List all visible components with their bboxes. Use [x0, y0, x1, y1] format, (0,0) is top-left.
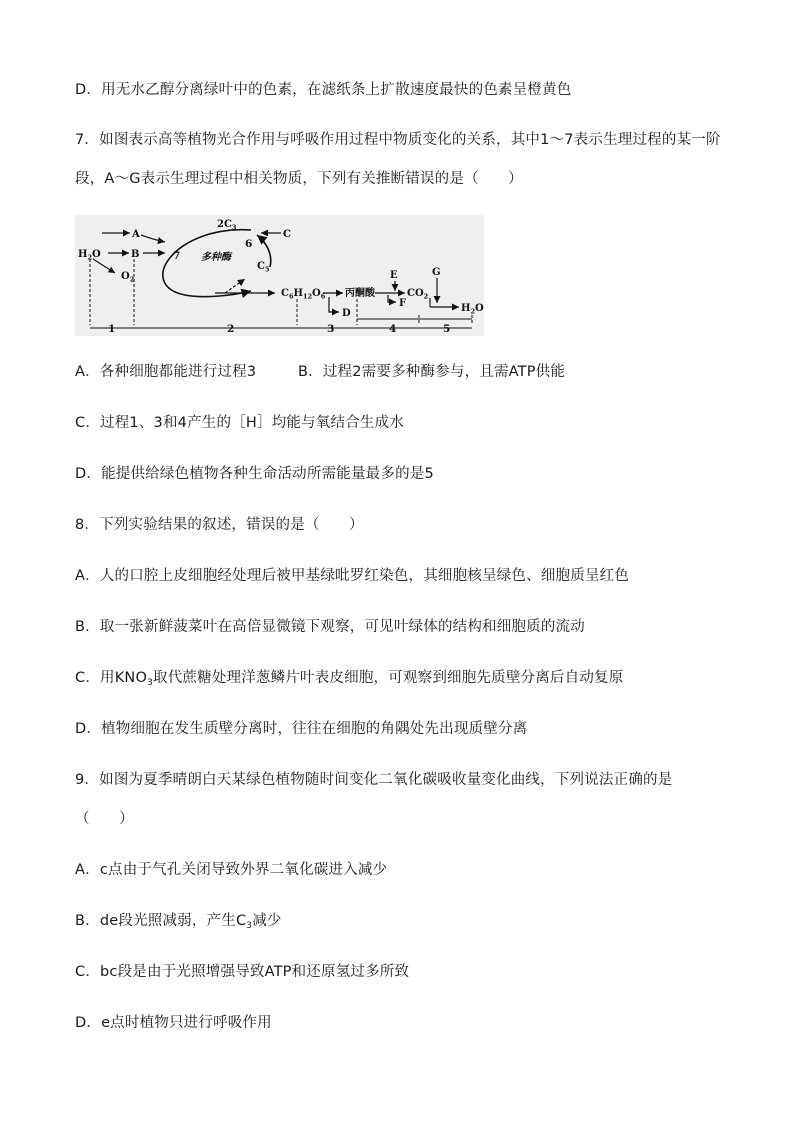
c5-dashed-arrow	[225, 279, 245, 293]
q8-option-d: D．植物细胞在发生质壁分离时，往往在细胞的角隅处先出现质壁分离	[75, 721, 528, 737]
label-h2o-left: $H_2O$	[78, 249, 101, 262]
label-enzymes: 多种酶	[201, 252, 231, 263]
label-o2: $O_2$	[121, 271, 135, 284]
label-glucose: $C_6H_{12}O_6$	[281, 288, 326, 301]
process-number-6: 6	[245, 238, 253, 250]
label-pyruvate: 丙酮酸	[345, 288, 375, 299]
q9-stem-line1: 9．如图为夏季晴朗白天某绿色植物随时间变化二氧化碳吸收量变化曲线，下列说法正确的是	[75, 772, 673, 788]
q7-photosynthesis-respiration-diagram	[75, 215, 484, 336]
process-number-5: 5	[443, 323, 451, 335]
arrow-h2o-to-o2	[93, 259, 115, 273]
q8-stem: 8．下列实验结果的叙述，错误的是（ ）	[75, 517, 364, 533]
label-c3: $2C_3$	[217, 219, 237, 232]
process-number-2: 2	[227, 323, 235, 335]
q7-option-c: C．过程1、3和4产生的［H］均能与氧结合生成水	[75, 415, 405, 431]
q7-option-b: B．过程2需要多种酶参与，且需ATP供能	[298, 364, 566, 380]
label-b: B	[131, 249, 140, 260]
q9-option-d: D．e点时植物只进行呼吸作用	[75, 1015, 272, 1031]
q8-option-c: C．用$KNO_3$取代蔗糖处理洋葱鳞片叶表皮细胞，可观察到细胞先质壁分离后自动复原	[75, 670, 624, 688]
q6-option-d: D．用无水乙醇分离绿叶中的色素，在滤纸条上扩散速度最快的色素呈橙黄色	[75, 82, 572, 98]
process-number-1: 1	[108, 323, 116, 335]
label-e: E	[390, 270, 398, 281]
process-number-7: 7	[173, 250, 181, 262]
process-number-4: 4	[389, 323, 397, 335]
label-a: A	[132, 229, 140, 240]
q8-option-a: A．人的口腔上皮细胞经处理后被甲基绿吡罗红染色，其细胞核呈绿色、细胞质呈红色	[75, 568, 630, 584]
arrow-a-to-cycle	[141, 235, 165, 242]
label-h2o-right: $H_2O$	[461, 303, 484, 316]
q9-stem-line2: （ ）	[75, 811, 134, 827]
process-number-3: 3	[327, 323, 335, 335]
q7-option-a: A．各种细胞都能进行过程3	[75, 364, 257, 380]
q7-option-d: D．能提供给绿色植物各种生命活动所需能量最多的是5	[75, 466, 434, 482]
q7-choices-row1	[75, 362, 715, 382]
q9-option-a: A．c点由于气孔关闭导致外界二氧化碳进入减少	[75, 862, 388, 878]
diagram-svg	[75, 215, 484, 336]
label-c: C	[283, 229, 291, 240]
q7-stem-line2: 段，A～G表示生理过程中相关物质，下列有关推断错误的是（ ）	[75, 171, 523, 187]
q8-option-b: B．取一张新鲜菠菜叶在高倍显微镜下观察，可见叶绿体的结构和细胞质的流动	[75, 619, 585, 635]
arrow-to-f	[388, 295, 396, 302]
label-c5: $C_5$	[257, 261, 270, 274]
q9-option-c: C．bc段是由于光照增强导致ATP和还原氢过多所致	[75, 964, 410, 980]
calvin-cycle-arc	[163, 230, 251, 297]
q7-stem-line1: 7．如图表示高等植物光合作用与呼吸作用过程中物质变化的关系，其中1～7表示生理过程的某一阶	[75, 132, 721, 148]
label-g: G	[432, 267, 441, 278]
label-f: F	[399, 298, 407, 309]
label-co2: $CO_2$	[407, 288, 429, 301]
label-d: D	[342, 308, 351, 319]
q9-option-b: B．de段光照减弱，产生$C_3$减少	[75, 913, 282, 931]
arrow-pyruvate-to-d	[329, 297, 339, 312]
